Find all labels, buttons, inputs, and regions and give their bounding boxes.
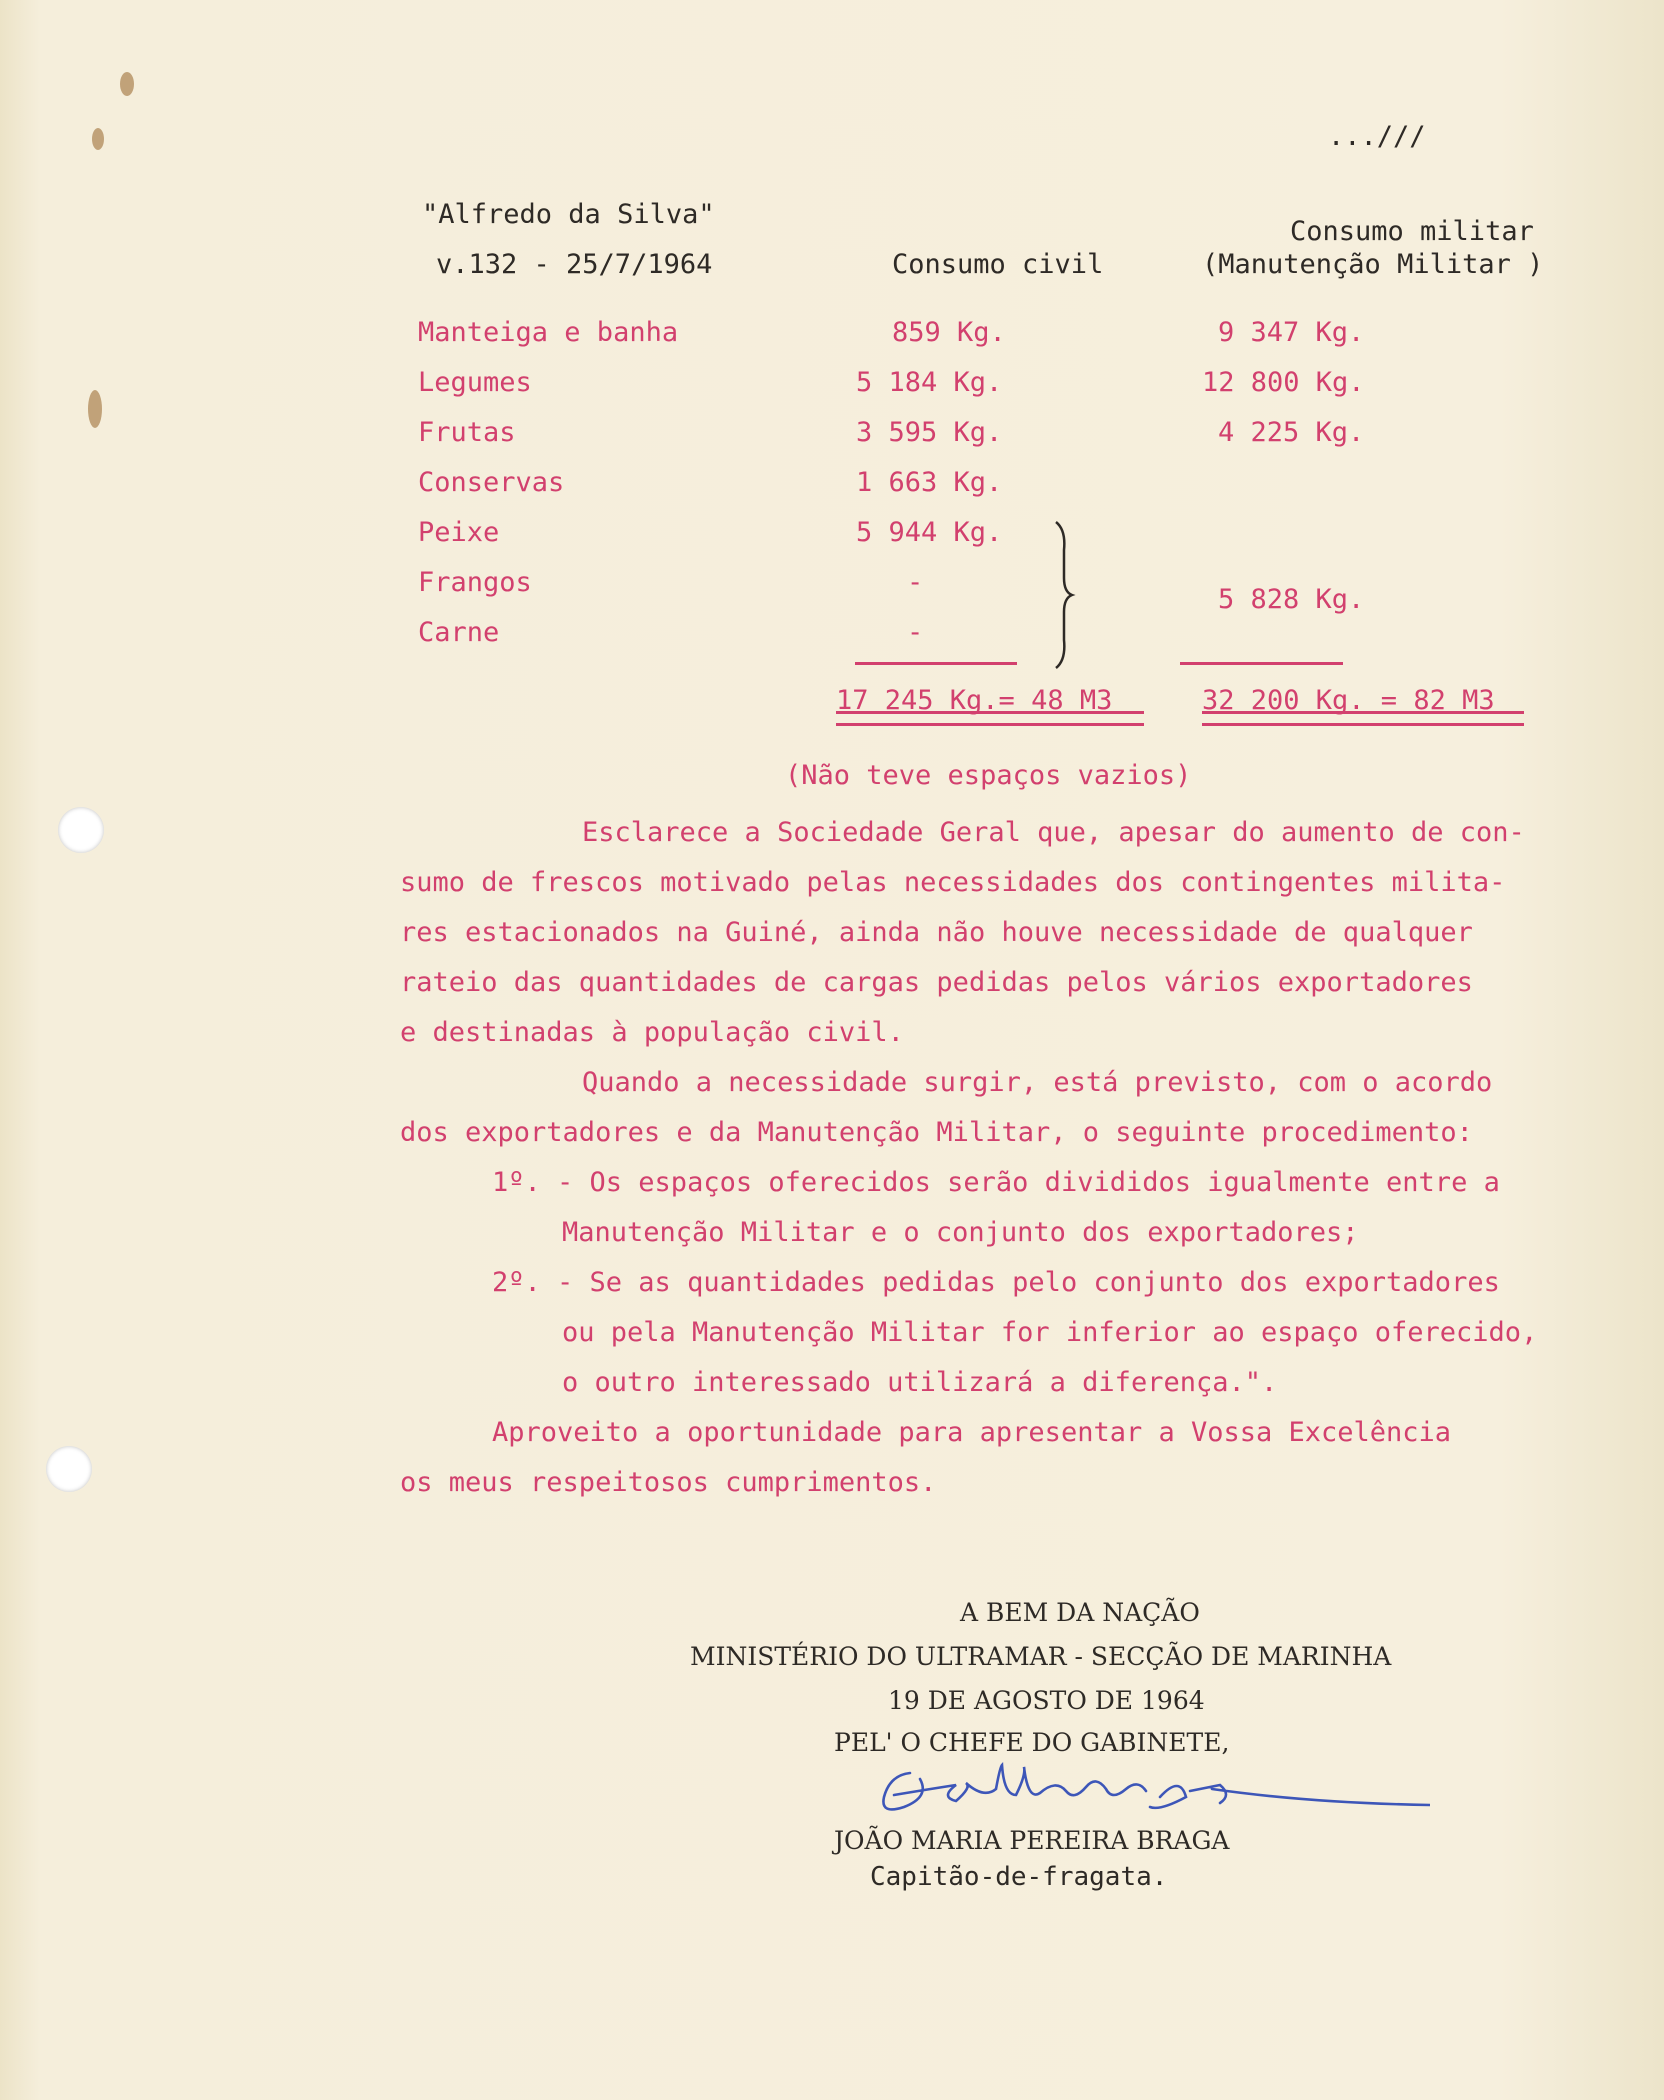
paragraph-line: res estacionados na Guiné, ainda não houve necessidade de qualquer bbox=[400, 917, 1473, 948]
rust-stain bbox=[92, 128, 104, 150]
rust-stain bbox=[120, 72, 134, 96]
double-rule-civil bbox=[836, 711, 1144, 726]
table-row-label: Frangos bbox=[418, 567, 532, 598]
table-row-label: Manteiga e banha bbox=[418, 317, 679, 348]
signatory-name: JOÃO MARIA PEREIRA BRAGA bbox=[834, 1826, 1230, 1855]
signatory-rank: Capitão-de-fragata. bbox=[870, 1862, 1168, 1892]
table-row-label: Peixe bbox=[418, 517, 500, 548]
double-rule-military bbox=[1202, 711, 1524, 726]
closing-line: os meus respeitosos cumprimentos. bbox=[400, 1467, 937, 1498]
paragraph-line: dos exportadores e da Manutenção Militar, o seguinte procedimento: bbox=[400, 1117, 1473, 1148]
table-row-label: Legumes bbox=[418, 367, 532, 398]
note-no-empty-space: (Não teve espaços vazios) bbox=[785, 760, 1192, 791]
item-line: o outro interessado utilizará a diferença.". bbox=[562, 1367, 1278, 1398]
table-row-label: Conservas bbox=[418, 467, 565, 498]
paragraph-line: Quando a necessidade surgir, está previsto, com o acordo bbox=[582, 1067, 1493, 1098]
item-line: Manutenção Militar e o conjunto dos exportadores; bbox=[562, 1217, 1359, 1248]
table-row-civil: 1 663 Kg. bbox=[856, 467, 1003, 498]
ministry: MINISTÉRIO DO ULTRAMAR - SECÇÃO DE MARINHA bbox=[690, 1642, 1392, 1671]
table-row-label: Carne bbox=[418, 617, 500, 648]
salutation: A BEM DA NAÇÃO bbox=[960, 1598, 1200, 1627]
rust-stain bbox=[88, 390, 102, 428]
signature-date: 19 DE AGOSTO DE 1964 bbox=[888, 1686, 1205, 1715]
item-line: 2º. - Se as quantidades pedidas pelo conjunto dos exportadores bbox=[492, 1267, 1500, 1298]
table-row-civil: - bbox=[907, 617, 924, 648]
paragraph-line: e destinadas à população civil. bbox=[400, 1017, 904, 1048]
closing-line: Aproveito a oportunidade para apresentar a Vossa Excelência bbox=[492, 1417, 1452, 1448]
sum-rule-civil bbox=[855, 662, 1017, 665]
table-row-civil: 3 595 Kg. bbox=[856, 417, 1003, 448]
table-row-civil: 859 Kg. bbox=[892, 317, 1006, 348]
table-row-military: 4 225 Kg. bbox=[1218, 417, 1365, 448]
paragraph-line: rateio das quantidades de cargas pedidas pelos vários exportadores bbox=[400, 967, 1473, 998]
signatory-role: PEL' O CHEFE DO GABINETE, bbox=[834, 1728, 1230, 1757]
table-row-military: 9 347 Kg. bbox=[1218, 317, 1365, 348]
grouping-brace bbox=[1052, 520, 1078, 670]
punch-hole-top bbox=[58, 807, 104, 853]
item-line: ou pela Manutenção Militar for inferior ao espaço oferecido, bbox=[562, 1317, 1538, 1348]
table-row-civil: - bbox=[907, 567, 924, 598]
column-header-military-sub: (Manutenção Militar ) bbox=[1202, 249, 1544, 280]
table-row-military: 12 800 Kg. bbox=[1202, 367, 1365, 398]
total-military: 32 200 Kg. = 82 M3 bbox=[1202, 685, 1495, 716]
paragraph-line: sumo de frescos motivado pelas necessidades dos contingentes milita- bbox=[400, 867, 1506, 898]
grouped-military-value: 5 828 Kg. bbox=[1218, 584, 1365, 615]
paragraph-line: Esclarece a Sociedade Geral que, apesar do aumento de con- bbox=[582, 817, 1525, 848]
ship-name: "Alfredo da Silva" bbox=[422, 199, 715, 230]
table-row-label: Frutas bbox=[418, 417, 516, 448]
page-continuation-mark: .../// bbox=[1328, 121, 1426, 152]
voyage-date: v.132 - 25/7/1964 bbox=[436, 249, 713, 280]
total-civil: 17 245 Kg.= 48 M3 bbox=[836, 685, 1113, 716]
table-row-civil: 5 184 Kg. bbox=[856, 367, 1003, 398]
column-header-military: Consumo militar bbox=[1290, 216, 1534, 247]
table-row-civil: 5 944 Kg. bbox=[856, 517, 1003, 548]
column-header-civil: Consumo civil bbox=[892, 249, 1104, 280]
sum-rule-military bbox=[1180, 662, 1343, 665]
punch-hole-bottom bbox=[46, 1446, 92, 1492]
item-line: 1º. - Os espaços oferecidos serão divididos igualmente entre a bbox=[492, 1167, 1500, 1198]
